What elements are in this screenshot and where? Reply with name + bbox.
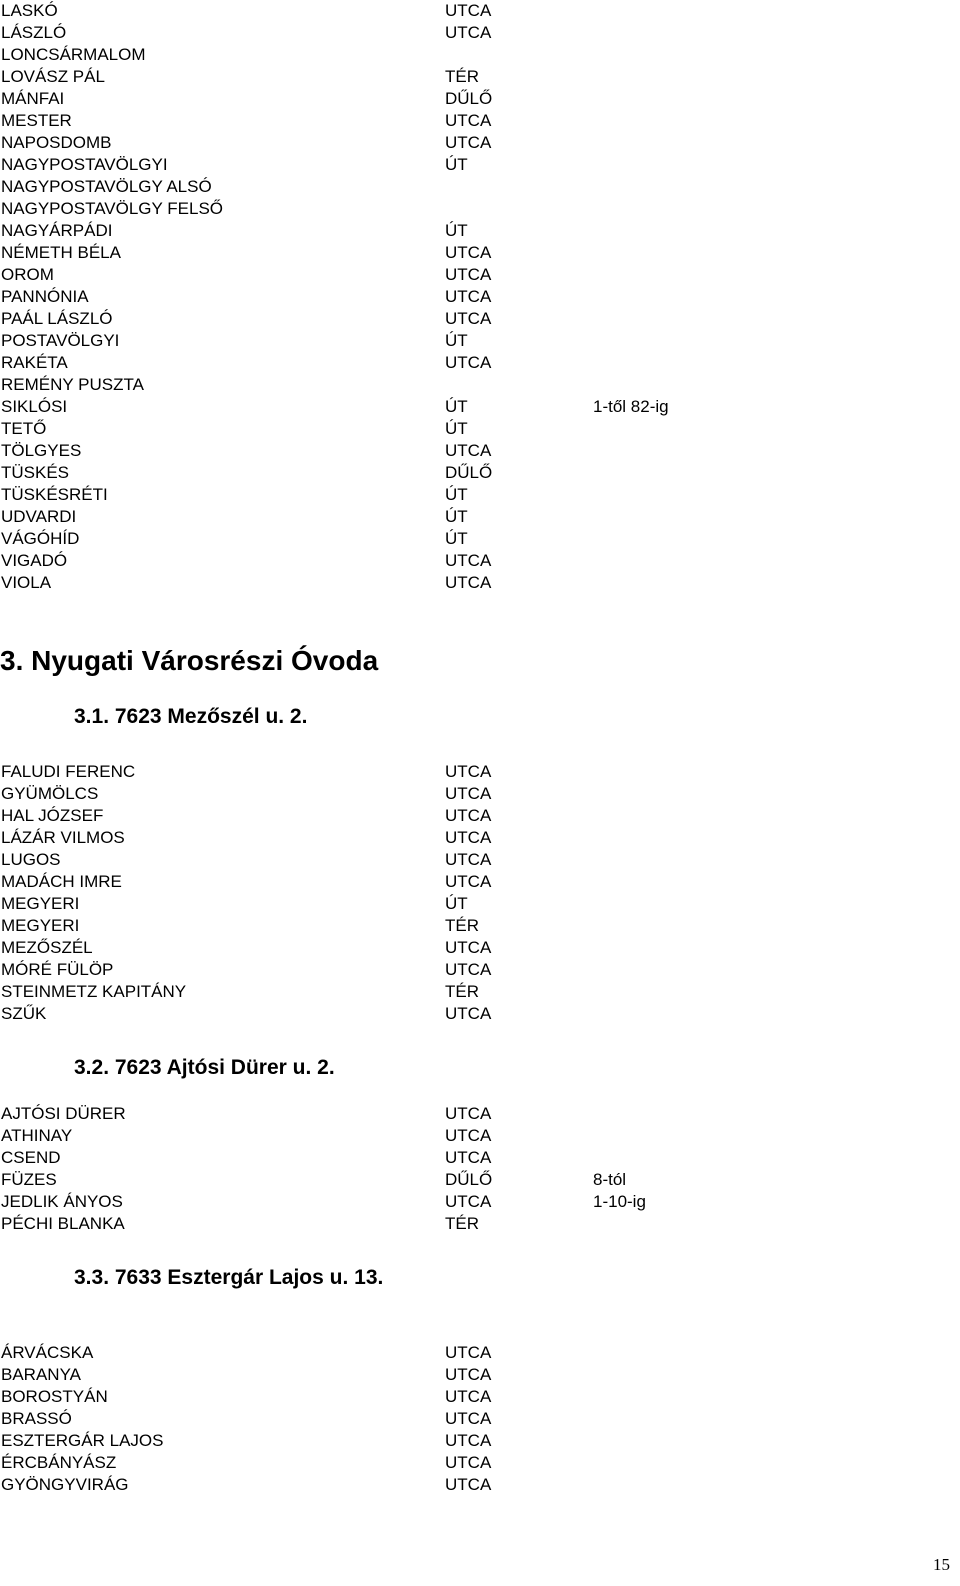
street-type: UTCA: [445, 1453, 492, 1472]
street-type: UTCA: [445, 265, 492, 284]
street-row: [0, 1003, 960, 1025]
street-row: [0, 1474, 960, 1496]
section-title: 3. Nyugati Városrészi Óvoda: [0, 645, 379, 676]
street-name: AJTÓSI DÜRER: [1, 1104, 126, 1123]
street-row: [0, 286, 960, 308]
street-row: [0, 440, 960, 462]
subsection-title-3: 3.3. 7633 Esztergár Lajos u. 13.: [74, 1266, 384, 1289]
street-type: ÚT: [445, 331, 468, 350]
street-name: VÁGÓHÍD: [1, 529, 80, 548]
street-name: LÁSZLÓ: [1, 23, 67, 42]
street-name: NAGYÁRPÁDI: [1, 221, 113, 240]
street-name: ÁRVÁCSKA: [1, 1343, 94, 1362]
street-type: UTCA: [445, 1365, 492, 1384]
street-name: FÜZES: [1, 1170, 57, 1189]
street-row: [0, 827, 960, 849]
street-type: UTCA: [445, 1343, 492, 1362]
street-name: BOROSTYÁN: [1, 1387, 108, 1406]
street-name: LUGOS: [1, 850, 61, 869]
street-row: [0, 88, 960, 110]
street-row: [0, 1452, 960, 1474]
street-row: [0, 915, 960, 937]
street-type: UTCA: [445, 1104, 492, 1123]
street-row: [0, 1408, 960, 1430]
street-name: MEZŐSZÉL: [1, 938, 93, 957]
street-type: UTCA: [445, 309, 492, 328]
street-row: [0, 242, 960, 264]
street-type: UTCA: [445, 1475, 492, 1494]
street-name: SZŰK: [1, 1004, 47, 1023]
street-row: [0, 805, 960, 827]
street-row: [0, 396, 960, 418]
street-type: UTCA: [445, 960, 492, 979]
street-name: NAGYPOSTAVÖLGY FELSŐ: [1, 199, 224, 218]
street-type: UTCA: [445, 573, 492, 592]
street-type: DŰLŐ: [445, 463, 493, 482]
street-row: [0, 528, 960, 550]
street-type: ÚT: [445, 507, 468, 526]
street-type: UTCA: [445, 1126, 492, 1145]
street-name: CSEND: [1, 1148, 61, 1167]
street-row: [0, 981, 960, 1003]
street-type: ÚT: [445, 221, 468, 240]
street-name: STEINMETZ KAPITÁNY: [1, 982, 187, 1001]
street-row: [0, 550, 960, 572]
street-list-1: [0, 761, 960, 1025]
street-type: UTCA: [445, 1148, 492, 1167]
subsection-title-1: 3.1. 7623 Mezőszél u. 2.: [74, 705, 308, 728]
street-row: [0, 893, 960, 915]
street-name: VIGADÓ: [1, 551, 68, 570]
street-name: ATHINAY: [1, 1126, 73, 1145]
street-name: BRASSÓ: [1, 1409, 72, 1428]
street-row: [0, 308, 960, 330]
street-type: ÚT: [445, 155, 468, 174]
subsection-title-2: 3.2. 7623 Ajtósi Dürer u. 2.: [74, 1056, 335, 1079]
street-note: 8-tól: [593, 1170, 627, 1189]
street-name: REMÉNY PUSZTA: [1, 375, 144, 394]
street-name: PANNÓNIA: [1, 287, 89, 306]
street-type: TÉR: [445, 67, 479, 86]
street-type: UTCA: [445, 23, 492, 42]
page-number: 15: [933, 1555, 950, 1574]
street-name: MESTER: [1, 111, 72, 130]
street-name: RAKÉTA: [1, 353, 68, 372]
street-type: UTCA: [445, 938, 492, 957]
street-row: [0, 1169, 960, 1191]
street-name: UDVARDI: [1, 507, 77, 526]
street-row: [0, 1364, 960, 1386]
street-row: [0, 44, 960, 66]
street-name: ÉRCBÁNYÁSZ: [1, 1453, 117, 1472]
street-type: UTCA: [445, 784, 492, 803]
street-row: [0, 1430, 960, 1452]
street-name: MÓRÉ FÜLÖP: [1, 960, 114, 979]
street-name: TETŐ: [1, 419, 47, 438]
street-type: TÉR: [445, 1214, 479, 1233]
street-name: NAPOSDOMB: [1, 133, 112, 152]
street-type: UTCA: [445, 1387, 492, 1406]
street-type: UTCA: [445, 850, 492, 869]
street-name: BARANYA: [1, 1365, 81, 1384]
street-row: [0, 937, 960, 959]
street-type: UTCA: [445, 287, 492, 306]
street-row: [0, 198, 960, 220]
street-type: UTCA: [445, 872, 492, 891]
street-row: [0, 1103, 960, 1125]
street-type: UTCA: [445, 1004, 492, 1023]
street-type: TÉR: [445, 916, 479, 935]
street-row: [0, 132, 960, 154]
street-row: [0, 1213, 960, 1235]
street-row: [0, 22, 960, 44]
street-row: [0, 66, 960, 88]
street-row: [0, 761, 960, 783]
street-row: [0, 484, 960, 506]
street-name: MEGYERI: [1, 894, 80, 913]
street-row: [0, 849, 960, 871]
street-name: PÉCHI BLANKA: [1, 1214, 125, 1233]
street-note: 1-től 82-ig: [593, 397, 669, 416]
street-name: POSTAVÖLGYI: [1, 331, 120, 350]
street-name: MADÁCH IMRE: [1, 872, 122, 891]
street-type: UTCA: [445, 1409, 492, 1428]
street-type: ÚT: [445, 894, 468, 913]
street-row: [0, 330, 960, 352]
street-row: [0, 783, 960, 805]
street-name: LASKÓ: [1, 1, 58, 20]
street-name: HAL JÓZSEF: [1, 806, 104, 825]
street-row: [0, 1147, 960, 1169]
street-type: DŰLŐ: [445, 89, 493, 108]
street-name: NAGYPOSTAVÖLGYI: [1, 155, 168, 174]
street-name: NÉMETH BÉLA: [1, 243, 121, 262]
street-row: [0, 1191, 960, 1213]
street-row: [0, 110, 960, 132]
street-type: TÉR: [445, 982, 479, 1001]
street-type: UTCA: [445, 353, 492, 372]
street-name: GYÖNGYVIRÁG: [1, 1475, 129, 1494]
street-name: LÁZÁR VILMOS: [1, 828, 125, 847]
street-type: UTCA: [445, 133, 492, 152]
street-type: UTCA: [445, 551, 492, 570]
street-type: UTCA: [445, 1431, 492, 1450]
street-row: [0, 220, 960, 242]
street-row: [0, 871, 960, 893]
street-row: [0, 418, 960, 440]
street-type: DŰLŐ: [445, 1170, 493, 1189]
street-row: [0, 1125, 960, 1147]
street-name: VIOLA: [1, 573, 52, 592]
street-list-2: [0, 1103, 960, 1235]
street-row: [0, 959, 960, 981]
street-name: ESZTERGÁR LAJOS: [1, 1431, 164, 1450]
street-name: OROM: [1, 265, 54, 284]
street-name: TÖLGYES: [1, 441, 82, 460]
street-row: [0, 1386, 960, 1408]
street-row: [0, 264, 960, 286]
street-type: UTCA: [445, 828, 492, 847]
street-row: [0, 1342, 960, 1364]
street-name: SIKLÓSI: [1, 397, 68, 416]
street-name: TÜSKÉS: [1, 463, 70, 482]
street-row: [0, 176, 960, 198]
street-type: UTCA: [445, 806, 492, 825]
street-name: JEDLIK ÁNYOS: [1, 1192, 123, 1211]
street-name: GYÜMÖLCS: [1, 784, 99, 803]
street-row: [0, 374, 960, 396]
street-name: MÁNFAI: [1, 89, 65, 108]
street-row: [0, 0, 960, 22]
street-type: UTCA: [445, 1, 492, 20]
street-type: ÚT: [445, 485, 468, 504]
street-type: ÚT: [445, 419, 468, 438]
street-name: MEGYERI: [1, 916, 80, 935]
street-name: TÜSKÉSRÉTI: [1, 485, 108, 504]
street-type: UTCA: [445, 243, 492, 262]
street-row: [0, 462, 960, 484]
street-type: ÚT: [445, 529, 468, 548]
street-list-top: [0, 0, 960, 594]
street-name: PAÁL LÁSZLÓ: [1, 309, 113, 328]
street-name: NAGYPOSTAVÖLGY ALSÓ: [1, 177, 212, 196]
street-type: UTCA: [445, 762, 492, 781]
street-name: FALUDI FERENC: [1, 762, 136, 781]
street-row: [0, 154, 960, 176]
street-list-3: [0, 1342, 960, 1496]
street-name: LOVÁSZ PÁL: [1, 67, 105, 86]
street-name: LONCSÁRMALOM: [1, 45, 146, 64]
street-type: UTCA: [445, 1192, 492, 1211]
street-row: [0, 506, 960, 528]
street-type: UTCA: [445, 441, 492, 460]
street-type: ÚT: [445, 397, 468, 416]
street-row: [0, 352, 960, 374]
street-type: UTCA: [445, 111, 492, 130]
street-row: [0, 572, 960, 594]
street-note: 1-10-ig: [593, 1192, 646, 1211]
